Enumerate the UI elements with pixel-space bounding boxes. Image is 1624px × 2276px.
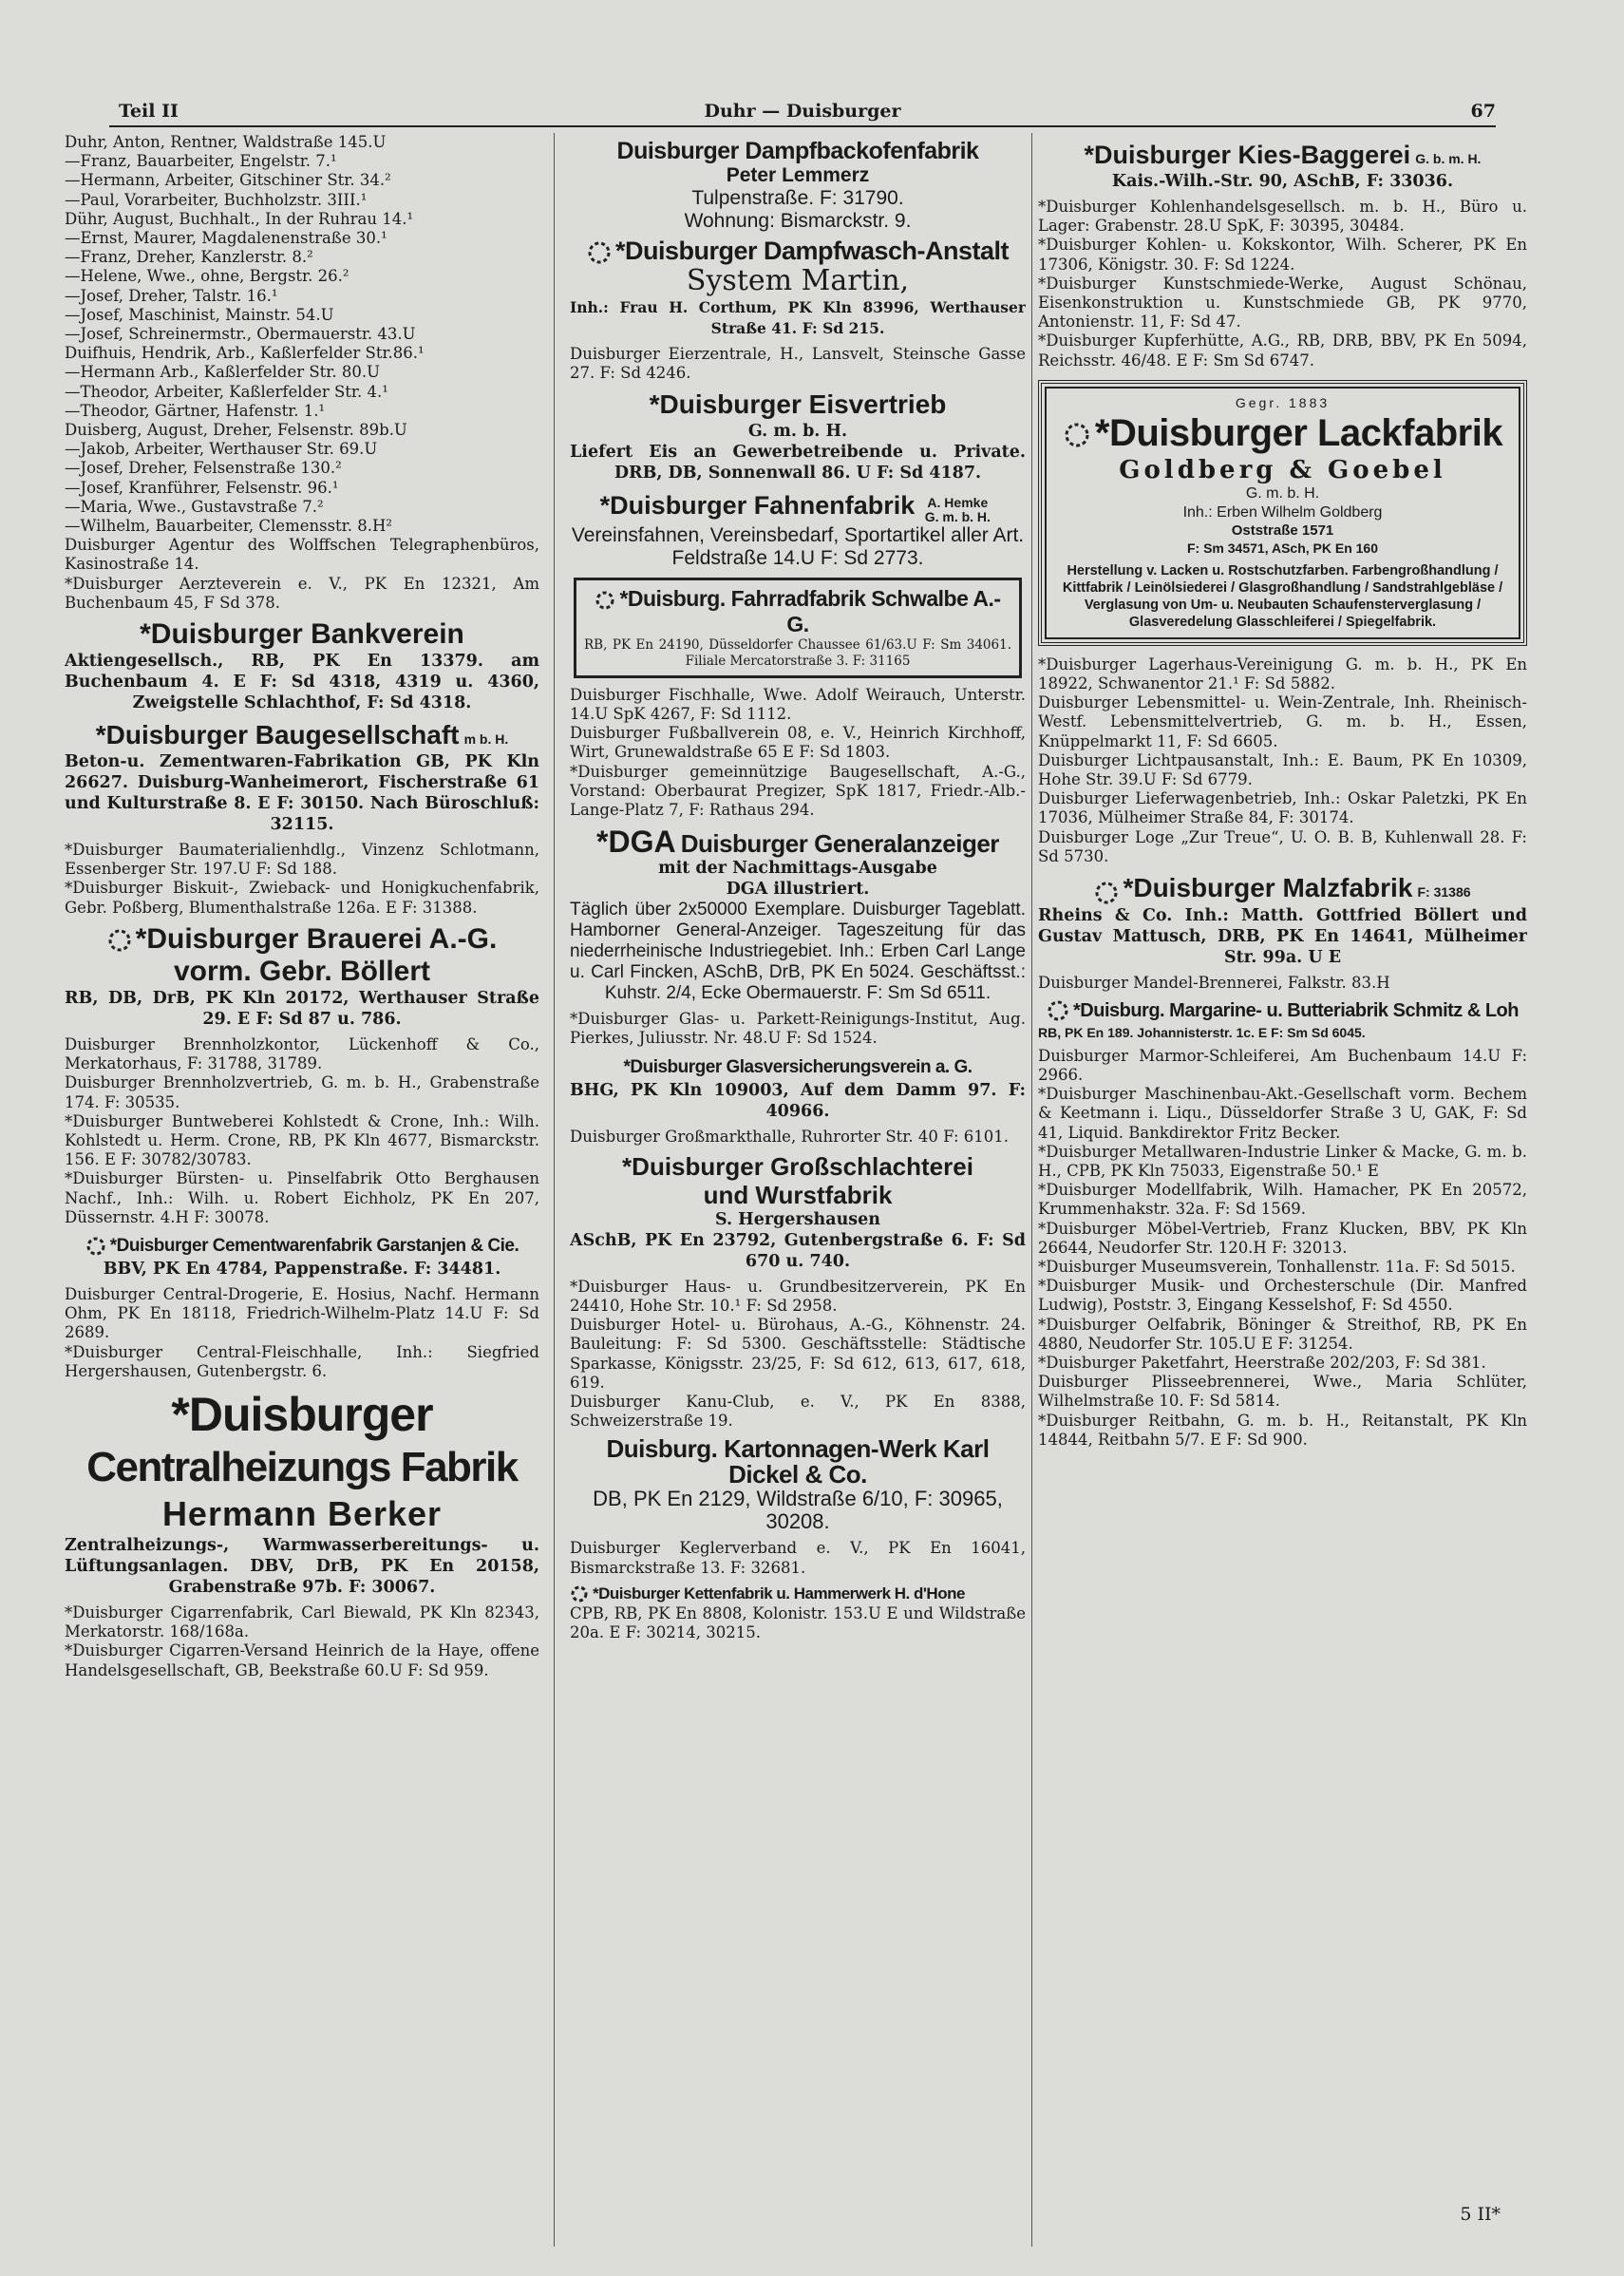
seal-icon	[1094, 881, 1119, 905]
ad-dampfwasch-anstalt	[570, 238, 1026, 339]
ad-title-row	[1038, 872, 1527, 905]
directory-entry: —Jakob, Arbeiter, Werthauser Str. 69.U	[65, 440, 378, 459]
ad-title: *Duisburger Kettenfabrik u. Hammerwerk H. d'Hone	[593, 1584, 965, 1603]
directory-entry: *Duisburger Kupferhütte, A.G., RB, DRB, BBV, PK En 5094, Reichsstr. 46/48. E F: Sm Sd 6747.	[1038, 332, 1527, 370]
directory-entry: *Duisburger Baumaterialienhdlg., Vinzenz Schlotmann, Essenberger Str. 197.U F: Sd 188.	[65, 841, 539, 879]
ad-title-row	[570, 1584, 1026, 1604]
ad-text: RB, PK En 24190, Düsseldorfer Chaussee 61/63.U F: Sm 34061. Filiale Mercatorstraße 3. F: 31165	[584, 636, 1011, 669]
ad-eisvertrieb	[570, 389, 1026, 484]
seal-icon	[595, 590, 615, 611]
ad-title: Duisburger Dampfbackofenfabrik	[616, 138, 979, 164]
ad-grossschlachterei	[570, 1152, 1026, 1272]
seal-icon	[107, 928, 132, 953]
directory-entry: *Duisburger Glas- u. Parkett-Reinigungs-Institut, Aug. Pierkes, Juliusstr. Nr. 48.U F: Sd 1524.	[570, 1010, 1026, 1048]
seal-icon	[85, 1236, 106, 1257]
ad-title-2: Centralheizungs Fabrik	[86, 1443, 518, 1490]
seal-icon	[1063, 421, 1091, 449]
ad-line: G. m. b. H.	[747, 422, 848, 442]
directory-entry: Duisburger Brennholzkontor, Lückenhoff & Co., Merkatorhaus, F: 31788, 31789.	[65, 1034, 539, 1073]
ad-title-row	[65, 1233, 539, 1259]
ad-owner: Hermann Berker	[161, 1493, 443, 1533]
directory-entry: *Duisburger Cigarren-Versand Heinrich de la Haye, offene Handelsgesellschaft, GB, Beekstraße 60.U F: Sd 959.	[65, 1641, 539, 1679]
ad-text: ASchB, PK En 23792, Gutenbergstraße 6. F: Sd 670 u. 740.	[570, 1230, 1026, 1271]
ad-title-suffix: A. Hemke G. m. b. H.	[924, 494, 991, 524]
ad-lackfabrik	[1038, 380, 1527, 646]
ad-text: BHG, PK Kln 109003, Auf dem Damm 97. F: 40966.	[570, 1080, 1026, 1121]
ad-centralheizung	[65, 1387, 539, 1598]
ad-line: F: Sm 34571, ASch, PK En 160	[1186, 540, 1378, 556]
directory-entry: *Duisburger Haus- u. Grundbesitzerverein, PK En 24410, Hohe Str. 10.¹ F: Sd 2958.	[570, 1277, 1026, 1316]
ad-title: *Duisburger Eisvertrieb	[649, 389, 947, 420]
directory-entry: *Duisburger Kohlen- u. Kokskontor, Wilh. Scherer, PK En 17306, Königstr. 30. F: Sd 1224.	[1038, 236, 1527, 274]
directory-entry: Duisburger Keglerverband e. V., PK En 16041, Bismarckstraße 13. F: 32681.	[570, 1539, 1026, 1577]
directory-entry: *Duisburger Kohlenhandelsgesellsch. m. b. H., Büro u. Lager: Grabenstr. 28.U SpK, F: 30395, 30484.	[1038, 198, 1527, 236]
directory-entry: —Hermann Arb., Kaßlerfelder Str. 80.U	[65, 363, 380, 382]
directory-entry: Duisburger Central-Drogerie, E. Hosius, Nachf. Hermann Ohm, PK En 18118, Friedrich-Wilhelm-Platz 14.U F: Sd 2689.	[65, 1284, 539, 1342]
entry-group	[65, 1603, 539, 1680]
column-1	[65, 133, 539, 1680]
ad-text: Zentralheizungs-, Warmwasserbereitungs- u. Lüftungsanlagen. DBV, DrB, PK En 20158, Grabenstraße 97b. F: 30067.	[65, 1535, 539, 1597]
ad-title-2: Duisburger Generalanzeiger	[680, 829, 999, 859]
ad-fahnenfabrik	[570, 489, 1026, 570]
directory-entry: —Josef, Dreher, Talstr. 16.¹	[65, 286, 278, 305]
ad-text: Liefert Eis an Gewerbetreibende u. Private. DRB, DB, Sonnenwall 86. U F: Sd 4187.	[570, 443, 1026, 484]
ad-title: *Duisburger Fahnenfabrik	[599, 491, 916, 521]
directory-entry: —Wilhelm, Bauarbeiter, Clemensstr. 8.H²	[65, 517, 392, 536]
ad-title-suffix: F: 31386	[1417, 884, 1471, 901]
section-label: Teil II	[119, 101, 179, 122]
ad-line: Peter Lemmerz	[726, 164, 870, 186]
directory-entry: —Theodor, Gärtner, Hafenstr. 1.¹	[65, 401, 326, 420]
directory-entry: *Duisburger Bürsten- u. Pinselfabrik Otto Berghausen Nachf., Inh.: Wilh. u. Robert Eichholz, PK En 207, Düssernstr. 4.H F: 30078.	[65, 1169, 539, 1226]
ad-title-row	[1057, 410, 1508, 456]
ad-bankverein	[65, 618, 539, 713]
directory-entry: Duisburger Kanu-Club, e. V., PK En 8388, Schweizerstraße 19.	[570, 1393, 1026, 1431]
ad-line: Inh.: Erben Wilhelm Goldberg	[1182, 503, 1383, 521]
ad-kies-baggerei	[1038, 139, 1527, 192]
ad-title-row	[584, 586, 1011, 637]
entry-group	[65, 1285, 539, 1381]
ad-margarinefabrik	[1038, 998, 1527, 1041]
directory-entry: *Duisburger Kunstschmiede-Werke, August Schönau, Eisenkonstruktion u. Kunstschmiede GB, PK 9770, Antonienstr. 11, F: Sd 47.	[1038, 274, 1527, 332]
ad-line: DGA illustriert.	[726, 880, 870, 900]
ad-cementwaren	[65, 1233, 539, 1280]
ad-text: Inh.: Frau H. Corthum, PK Kln 83996, Werthauser Straße 41. F: Sd 215.	[570, 297, 1026, 337]
directory-entry: *Duisburger Lagerhaus-Vereinigung G. m. b. H., PK En 18922, Schwanentor 21.¹ F: Sd 5882.	[1038, 654, 1527, 693]
ad-title: *Duisburger Glasversicherungsverein a. G.	[623, 1056, 973, 1077]
directory-entry: *Duisburger Modellfabrik, Wilh. Hamacher, PK En 20572, Krummenhakstr. 32a. F: Sd 1569.	[1038, 1181, 1527, 1219]
ad-kettenfabrik	[570, 1584, 1026, 1642]
entry-group	[1038, 198, 1527, 370]
ad-title: Duisburg. Kartonnagen-Werk Karl Dickel & Co.	[606, 1434, 990, 1489]
directory-entry: Duisburger Mandel-Brennerei, Falkstr. 83.H	[1038, 973, 1390, 992]
ad-kartonnagen-werk	[570, 1436, 1026, 1533]
ad-title: *Duisburg. Margarine- u. Butteriabrik Schmitz & Loh	[1073, 999, 1519, 1021]
directory-entry: *Duisburger Paketfahrt, Heerstraße 202/203, F: Sd 381.	[1038, 1354, 1486, 1373]
ad-title: *Duisburg. Fahrradfabrik Schwalbe A.-G.	[619, 585, 1001, 636]
directory-entry: Duisburger Brennholzvertrieb, G. m. b. H., Grabenstraße 174. F: 30535.	[65, 1073, 539, 1111]
ad-brauerei	[65, 923, 539, 1030]
ad-text: Rheins & Co. Inh.: Matth. Gottfried Böllert und Gustav Mattusch, DRB, PK En 14641, Mülheimer Str. 99a. U E	[1038, 905, 1527, 967]
ad-line: Wohnung: Bismarckstr. 9.	[684, 210, 912, 232]
directory-entry: *Duisburger Buntweberei Kohlstedt & Crone, Inh.: Wilh. Kohlstedt u. Herm. Crone, RB, PK Kln 4677, Bismarckstr. 156. E F: 30782/30783.	[65, 1111, 539, 1169]
ad-title-suffix: m b. H.	[463, 731, 509, 748]
column-rule	[554, 133, 555, 2247]
directory-entry: Duisburger Lieferwagenbetrieb, Inh.: Oskar Paletzki, PK En 17036, Mülheimer Straße 84, F: 30174.	[1038, 789, 1527, 827]
directory-entry: Dühr, August, Buchhalt., In der Ruhrau 14.¹	[65, 209, 414, 228]
ad-title: *Duisburger Brauerei A.-G.	[135, 922, 498, 955]
directory-entry: Duifhuis, Hendrik, Arb., Kaßlerfelder Str.86.¹	[65, 344, 425, 363]
directory-entry: Duisburger Agentur des Wolffschen Telegraphenbüros, Kasinostraße 14.	[65, 536, 539, 574]
running-title: Duhr — Duisburger	[704, 101, 901, 122]
directory-entry: *Duisburger Metallwaren-Industrie Linker & Macke, G. m. b. H., CPB, PK Kln 75033, Eigenstraße 50.¹ E	[1038, 1142, 1527, 1180]
seal-icon	[1047, 999, 1069, 1022]
ad-line: G. m. b. H.	[1245, 484, 1320, 502]
ad-title: *DGA	[596, 825, 676, 860]
ad-text: RB, PK En 189. Johannisterstr. 1c. E F: Sm Sd 6045.	[1038, 1024, 1366, 1040]
directory-entry: Duisburger Fußballverein 08, e. V., Heinrich Kirchhoff, Wirt, Grunewaldstraße 65 E F: Sd 1803.	[570, 724, 1026, 762]
column-3	[1038, 133, 1527, 1450]
ad-title: *Duisburger Bankverein	[140, 618, 464, 651]
printer-signature: 5 II*	[1460, 2204, 1501, 2225]
directory-entry: —Josef, Dreher, Felsenstraße 130.²	[65, 459, 342, 478]
ad-text: Beton-u. Zementwaren-Fabrikation GB, PK Kln 26627. Duisburg-Wanheimerort, Fischerstraße 61 und Kulturstraße 8. E F: 30150. Nach Büroschluß: 32115.	[65, 752, 539, 835]
ad-title: *Duisburger Baugesellschaft	[95, 720, 460, 750]
directory-entry: *Duisburger Maschinenbau-Akt.-Gesellschaft vorm. Bechem & Keetmann i. Liqu., Düsseldorfer Straße 3 U, GAK, F: Sd 41, Liquid. Bankdirektor Fritz Becker.	[1038, 1085, 1527, 1142]
directory-entry: —Josef, Kranführer, Felsenstr. 96.¹	[65, 478, 339, 497]
directory-entry: *Duisburger Central-Fleischhalle, Inh.: Siegfried Hergershausen, Gutenbergstr. 6.	[65, 1342, 539, 1380]
directory-entry: *Duisburger Musik- und Orchesterschule (Dir. Manfred Ludwig), Poststr. 3, Eingang Kesselshof, F: Sd 4550.	[1038, 1277, 1527, 1315]
directory-entry: Duisburger Marmor-Schleiferei, Am Buchenbaum 14.U F: 2966.	[1038, 1046, 1527, 1084]
ad-text: DB, PK En 2129, Wildstraße 6/10, F: 30965, 30208.	[593, 1487, 1003, 1534]
ad-text: Herstellung v. Lacken u. Rostschutzfarben. Farbengroßhandlung / Kittfabrik / Leinölsiederei / Glasgroßhandlung / Sandstrahlgebläse / Verglasung von Um- u. Neubauten Schaufensterverglasung / Glasveredelung Glasschleiferei / Spiegelfabrik.	[1062, 562, 1503, 630]
ad-line: S. Hergershausen	[714, 1209, 881, 1229]
page-number: 67	[1470, 101, 1496, 122]
ad-text: RB, DB, DrB, PK Kln 20172, Werthauser Straße 29. E F: Sd 87 u. 786.	[65, 988, 539, 1029]
directory-entry: *Duisburger Möbel-Vertrieb, Franz Klucken, BBV, PK Kln 26644, Neudorfer Str. 120.H F: 32013.	[1038, 1219, 1527, 1257]
ad-line: mit der Nachmittags-Ausgabe	[658, 859, 937, 879]
ad-title: *Duisburger Lackfabrik	[1094, 411, 1503, 454]
directory-entry: —Josef, Maschinist, Mainstr. 54.U	[65, 305, 334, 324]
ad-malzfabrik	[1038, 872, 1527, 968]
ad-line: Tulpenstraße. F: 31790.	[691, 187, 904, 209]
directory-entry: *Duisburger Reitbahn, G. m. b. H., Reitanstalt, PK Kln 14844, Reitbahn 5/7. E F: Sd 900.	[1038, 1411, 1527, 1449]
directory-entry: —Franz, Dreher, Kanzlerstr. 8.²	[65, 248, 313, 267]
page-header	[109, 101, 1496, 127]
directory-entry: Duisburger Lebensmittel- u. Wein-Zentrale, Inh. Rheinisch-Westf. Lebensmittelvertrieb, G. m. b. H., Essen, Knüppelmarkt 11, F: Sd 6605.	[1038, 693, 1527, 750]
ad-firm-name: Goldberg & Goebel	[1119, 455, 1446, 484]
directory-entry: —Ernst, Maurer, Magdalenenstraße 30.¹	[65, 229, 387, 248]
directory-entry: *Duisburger Aerzteverein e. V., PK En 12321, Am Buchenbaum 45, F Sd 378.	[65, 574, 539, 612]
ad-line: Oststraße 1571	[1231, 522, 1334, 539]
directory-entry: Duisburger Großmarkthalle, Ruhrorter Str. 40 F: 6101.	[570, 1127, 1009, 1146]
column-rule	[1031, 133, 1032, 2247]
entry-group	[65, 1035, 539, 1227]
ad-title: *Duisburger Großschlachterei	[622, 1151, 973, 1181]
ad-dampfbackofenfabrik	[570, 139, 1026, 233]
directory-entry: *Duisburger Museumsverein, Tonhallenstr. 11a. F: Sd 5015.	[1038, 1258, 1516, 1276]
ad-title-2: vorm. Gebr. Böllert	[173, 955, 431, 987]
directory-entry: *Duisburger Cigarrenfabrik, Carl Biewald, PK Kln 82343, Merkatorstr. 168/168a.	[65, 1603, 539, 1641]
ad-generalanzeiger	[570, 825, 1026, 1004]
ad-baugesellschaft	[65, 719, 539, 835]
founding-year: Gegr. 1883	[1235, 394, 1331, 410]
ad-text: Vereinsfahnen, Vereinsbedarf, Sportartikel aller Art. Feldstraße 14.U F: Sd 2773.	[571, 523, 1025, 569]
ad-title: *Duisburger	[171, 1387, 433, 1441]
directory-entry: —Josef, Schreinermstr., Obermauerstr. 43.U	[65, 325, 416, 344]
seal-icon	[570, 1584, 589, 1603]
directory-entry: Duisburger Lichtpausanstalt, Inh.: E. Baum, PK En 10309, Hohe Str. 39.U F: Sd 6779.	[1038, 750, 1527, 789]
entry-group	[1038, 1047, 1527, 1450]
directory-entry: Duhr, Anton, Rentner, Waldstraße 145.U	[65, 133, 387, 151]
ad-title-row	[1038, 998, 1527, 1024]
directory-entry: Duisburger Plisseebrennerei, Wwe., Maria Schlüter, Wilhelmstraße 10. F: Sd 5814.	[1038, 1373, 1527, 1411]
ad-title: *Duisburger Dampfwasch-Anstalt	[614, 237, 1010, 265]
entry-group	[570, 686, 1026, 820]
directory-entry: Duisburger Loge „Zur Treue“, U. O. B. B, Kuhlenwall 28. F: Sd 5730.	[1038, 827, 1527, 865]
ad-text: Täglich über 2x50000 Exemplare. Duisburger Tageblatt. Hamborner General-Anzeiger. Tageszeitung für das niederrheinische Industriegebiet. Inh.: Erben Carl Lange u. Carl Fincken, ASchB, DrB, PK En 5024. Geschäftsst.: Kuhstr. 2/4, Ecke Obermauerstr. F: Sm Sd 6511.	[570, 900, 1026, 1004]
ad-text: CPB, RB, PK En 8808, Kolonistr. 153.U E und Wildstraße 20a. E F: 30214, 30215.	[570, 1603, 1026, 1642]
ad-title-row	[65, 923, 539, 956]
directory-entry: —Hermann, Arbeiter, Gitschiner Str. 34.²	[65, 171, 391, 190]
ad-text: Aktiengesellsch., RB, PK En 13379. am Buchenbaum 4. E F: Sd 4318, 4319 u. 4360, Zweigstelle Schlachthof, F: Sd 4318.	[65, 652, 539, 713]
directory-entry: Duisburger Fischhalle, Wwe. Adolf Weirauch, Unterstr. 14.U SpK 4267, F: Sd 1112.	[570, 685, 1026, 723]
directory-entry: —Franz, Bauarbeiter, Engelstr. 7.¹	[65, 152, 337, 171]
ad-glasversicherung	[570, 1054, 1026, 1122]
directory-entry: Duisberg, August, Dreher, Felsenstr. 89b.U	[65, 421, 407, 440]
directory-entry: *Duisburger Oelfabrik, Böninger & Streithof, RB, PK En 4880, Neudorfer Str. 105.U E F: 31254.	[1038, 1315, 1527, 1353]
seal-icon	[587, 240, 612, 265]
directory-entry: —Maria, Wwe., Gustavstraße 7.²	[65, 497, 324, 516]
ad-text: Kais.-Wilh.-Str. 90, ASchB, F: 33036.	[1111, 172, 1454, 191]
entry-group	[65, 133, 539, 613]
directory-entry: Duisburger Hotel- u. Bürohaus, A.-G., Köhnenstr. 24. Bauleitung: F: Sd 5300. Geschäftsstelle: Städtische Sparkasse, Königsstr. 23/25, F: Sd 612, 613, 617, 618, 619.	[570, 1316, 1026, 1392]
directory-entry: —Paul, Vorarbeiter, Buchholzstr. 3III.¹	[65, 190, 368, 209]
directory-entry: Duisburger Eierzentrale, H., Lansvelt, Steinsche Gasse 27. F: Sd 4246.	[570, 344, 1026, 383]
directory-entry: —Helene, Wwe., ohne, Bergstr. 26.²	[65, 267, 349, 286]
ad-title-2: und Wurstfabrik	[703, 1180, 893, 1209]
entry-group	[570, 1278, 1026, 1432]
ad-title-suffix: G. b. m. H.	[1415, 151, 1482, 166]
directory-entry: *Duisburger gemeinnützige Baugesellschaft, A.-G., Vorstand: Oberbaurat Pregizer, SpK 1817, Friedr.-Alb.-Lange-Platz 7, F: Rathaus 294.	[570, 762, 1026, 819]
ad-title: *Duisburger Malzfabrik	[1123, 873, 1413, 903]
column-2	[570, 133, 1026, 1648]
entry-group	[65, 841, 539, 918]
directory-entry: *Duisburger Biskuit-, Zwieback- und Honigkuchenfabrik, Gebr. Poßberg, Blumenthalstraße 126a. E F: 31388.	[65, 879, 539, 917]
ad-fahrradfabrik	[574, 578, 1022, 678]
ad-title-row	[570, 238, 1026, 265]
ad-title: *Duisburger Kies-Baggerei	[1084, 141, 1411, 169]
entry-group	[1038, 655, 1527, 866]
ad-text: BBV, PK En 4784, Pappenstraße. F: 34481.	[103, 1259, 501, 1279]
ad-title: *Duisburger Cementwarenfabrik Garstanjen & Cie.	[109, 1235, 519, 1256]
ad-line: System Martin,	[686, 263, 910, 297]
directory-entry: —Theodor, Arbeiter, Kaßlerfelder Str. 4.¹	[65, 382, 388, 401]
